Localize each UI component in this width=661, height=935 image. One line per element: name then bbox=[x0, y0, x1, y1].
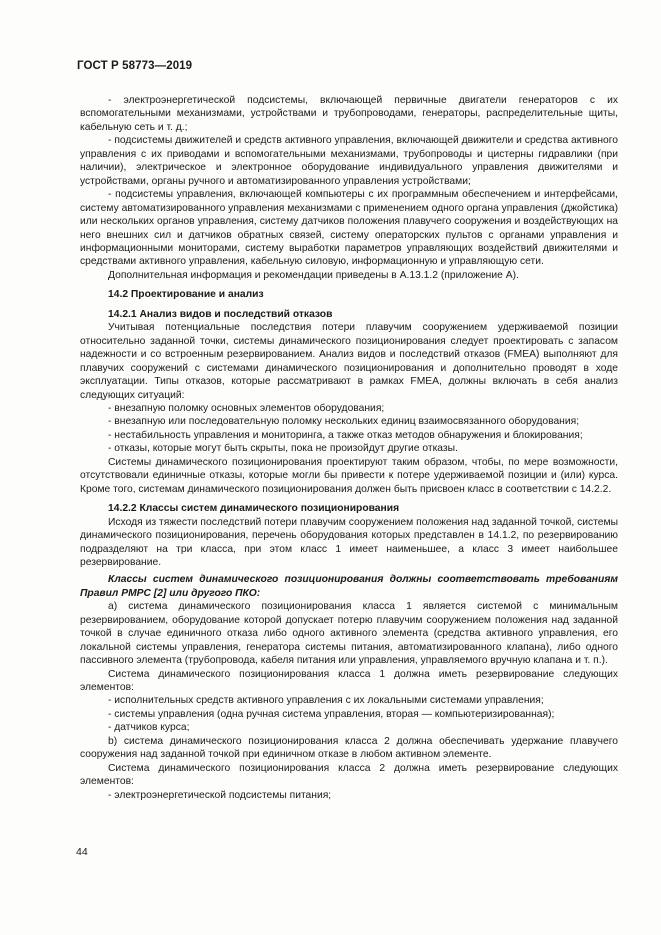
list-item: - подсистемы движителей и средств активного управления, включающей движители и средства активного управления с их приводами и вспомогательными механизмами, трубопроводы и цистерны гидравлики (при наличии), электрическое и электронное оборудование индивидуального управления движителями и устройствами, органы ручного и автоматизированного управления устройствами; bbox=[80, 135, 618, 187]
list-item: - электроэнергетической подсистемы питания; bbox=[108, 789, 332, 801]
list-item: - исполнительных средств активного управления с их локальными системами управления; bbox=[108, 695, 544, 707]
document-body bbox=[80, 94, 618, 802]
section-heading: 14.2 Проектирование и анализ bbox=[108, 289, 264, 301]
list-item: - отказы, которые могут быть скрыты, пока не произойдут другие отказы. bbox=[108, 443, 458, 455]
list-item: - электроэнергетической подсистемы, включающей первичные двигатели генераторов с их вспомогательными механизмами, устройствами и трубопроводами, генераторы, распределительные щиты, кабельную сеть и т. д.; bbox=[80, 95, 618, 133]
list-item: - внезапную поломку основных элементов оборудования; bbox=[108, 402, 385, 414]
body-paragraph: Системы динамического позиционирования проектируют таким образом, чтобы, по мере возможности, отсутствовали единичные отказы, которые могли бы привести к потере удерживаемой позиции и (или) курса. Кроме того, системам динамического позиционирования должен быть присвоен класс в соответствии с 14.2.2. bbox=[80, 456, 618, 495]
body-paragraph: Учитывая потенциальные последствия потери плавучим сооружением удерживаемой позиции относительно заданной точки, системы динамического позиционирования следует проектировать с запасом надежности и со встроенным резервированием. Анализ видов и последствий отказов (FMEA) выполняют для плавучих сооружений с системами динамического позиционирования и дополнительно проводят в ходе эксплуатации. Типы отказов, которые рассматривают в рамках FMEA, должны включать в себя анализ следующих ситуаций: bbox=[80, 322, 618, 401]
list-item: - датчиков курса; bbox=[108, 722, 190, 734]
page-number: 44 bbox=[76, 846, 88, 858]
list-item: - внезапную или последовательную поломку нескольких единиц взаимосвязанного оборудования; bbox=[108, 416, 580, 428]
body-paragraph: Исходя из тяжести последствий потери плавучим сооружением положения над заданной точкой, системы динамического позиционирования, перечень оборудования которых представлен в 14.1.2, по резервированию подразделяют на три класса, при этом класс 1 имеет наименьшее, а класс 3 имеет наибольшее резервирование. bbox=[80, 516, 618, 568]
list-item: - подсистемы управления, включающей компьютеры с их программным обеспечением и интерфейсами, систему автоматизированного управления механизмами с применением одного органа управления (джойстика) или нескольких органов управления, систему датчиков положения плавучего сооружения и воздействующих на него внешних сил и датчиков обратных связей, систему операторских пультов с органами управления и информационными мониторами, систему выработки параметров управляющих воздействий движителями и средствами активного управления, кабельную силовую, информационную и управляющую сети. bbox=[80, 189, 618, 268]
list-item: - нестабильность управления и мониторинга, а также отказ методов обнаружения и блокирования; bbox=[108, 429, 583, 441]
standard-designation: ГОСТ Р 58773—2019 bbox=[77, 60, 193, 72]
body-paragraph: Система динамического позиционирования класса 1 должна иметь резервирование следующих элементов: bbox=[80, 668, 618, 694]
body-paragraph: a) система динамического позиционирования класса 1 является системой с минимальным резервированием, оборудование которой допускает потерю плавучим сооружением положения над заданной точкой в случае единичного отказа либо одного активного элемента (средства активного управления, его локальной системы управления, генератора системы питания, автоматизированного клапана), либо одного пассивного элемента (трубопровода, кабеля питания или управления, управляемого вручную клапана и т. п.). bbox=[80, 601, 618, 667]
requirement-paragraph: Классы систем динамического позиционирования должны соответствовать требованиям Правил РМРС [2] или другого ПКО: bbox=[80, 574, 618, 599]
body-paragraph: Дополнительная информация и рекомендации приведены в А.13.1.2 (приложение А). bbox=[108, 269, 519, 281]
list-item: - системы управления (одна ручная система управления, вторая — компьютеризированная); bbox=[108, 708, 555, 720]
subsection-heading: 14.2.2 Классы систем динамического позиционирования bbox=[108, 503, 400, 515]
body-paragraph: Система динамического позиционирования класса 2 должна иметь резервирование следующих элементов: bbox=[80, 762, 618, 788]
subsection-heading: 14.2.1 Анализ видов и последствий отказов bbox=[108, 308, 333, 320]
body-paragraph: b) система динамического позиционирования класса 2 должна обеспечивать удержание плавучего сооружения над заданной точкой при единичном отказе в любом активном элементе. bbox=[80, 735, 618, 761]
